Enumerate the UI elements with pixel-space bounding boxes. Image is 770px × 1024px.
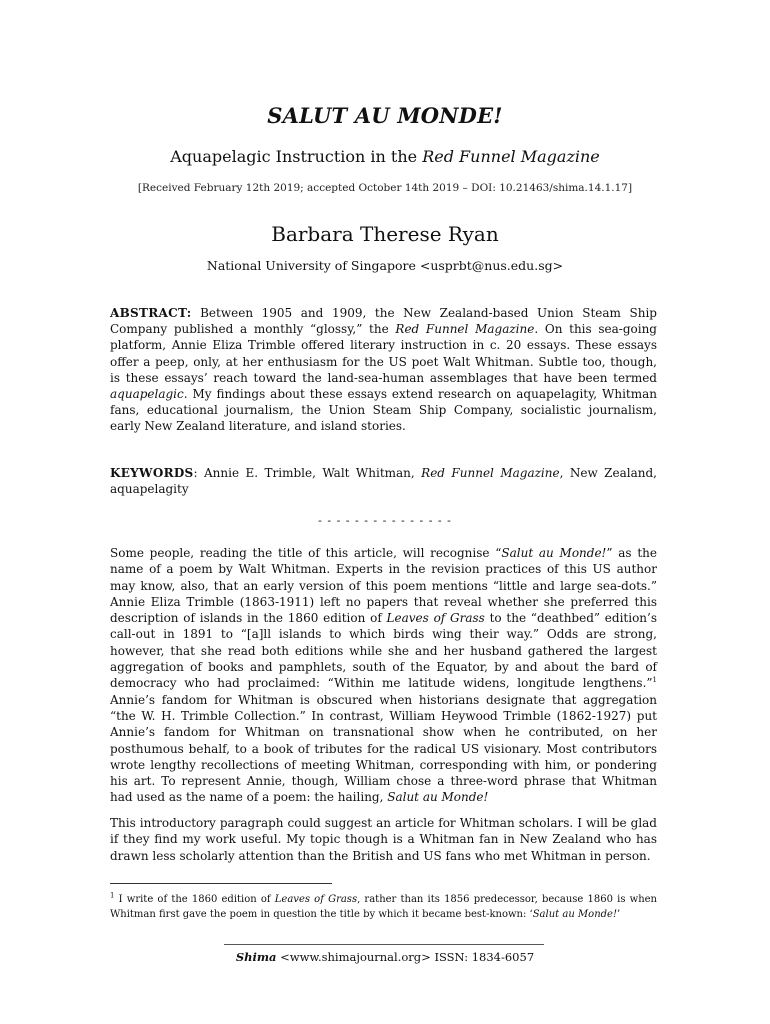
article-subtitle (0, 147, 770, 166)
body1-text-4: Annie’s fandom for Whitman is obscured when historians designate that aggregation “the W. H. Trimble Collection.” In contrast, William Heywood Trimble (1862-1927) put Annie’s fandom for Whitman on transnational show when he contributed, on her posthumous behalf, to a book of tributes for the radical US visionary. Most contributors wrote lengthy recollections of meeting Whitman, corresponding with him, or pondering his art. To represent Annie, though, William chose a three-word phrase that Whitman had used as the name of a poem: the hailing, (110, 692, 657, 805)
author-affiliation: National University of Singapore <usprbt@nus.edu.sg> (206, 258, 564, 273)
body-paragraph-1 (110, 545, 657, 806)
abstract-italic-1: Red Funnel Magazine (395, 322, 535, 337)
body-paragraph-2: This introductory paragraph could suggest an article for Whitman scholars. I will be glad if they find my work useful. My topic though is a Whitman fan in New Zealand who has drawn less scholarly attention than the British and US fans who met Whitman in person. (110, 816, 657, 863)
footnote-divider (110, 883, 332, 884)
footnote (110, 892, 657, 922)
section-separator: - - - - - - - - - - - - - - - (318, 514, 452, 527)
abstract-label: ABSTRACT: (110, 306, 192, 320)
body1-italic-2: Leaves of Grass (386, 611, 485, 626)
article-title: SALUT AU MONDE! (267, 103, 503, 128)
body1-text-2: ” as the name of a poem by Walt Whitman. Experts in the revision practices of this US author may know, also, that an early version of this poem mentions “little and large sea-dots.” Annie Eliza Trimble (1863-1911) left no papers that reveal whether she preferred this description of islands in the 1860 edition of (110, 546, 658, 626)
abstract-text-3: . My findings about these essays extend research on aquapelagity, Whitman fans, educational journalism, the Union Steam Ship Company, socialistic journalism, early New Zealand literature, and island stories. (110, 387, 657, 434)
abstract-text-2: . On this sea-going platform, Annie Eliza Trimble offered literary instruction in c. 20 essays. These essays offer a peep, only, at her enthusiasm for the US poet Walt Whitman. Subtle too, though, is these essays’ reach toward the land-sea-human assemblages that have been termed (110, 322, 657, 385)
footnote-italic-1: Leaves of Grass (274, 894, 358, 905)
keywords-label: KEYWORDS (110, 466, 194, 480)
footer-divider (224, 944, 544, 945)
footnote-text-2: , rather than its 1856 predecessor, because 1860 is when Whitman first gave the poem in question the title by which it became best-known: ‘ (110, 894, 658, 920)
keywords-text-2: , New Zealand, aquapelagity (110, 466, 657, 497)
subtitle-text: Aquapelagic Instruction in the (170, 147, 423, 166)
body1-text-1: Some people, reading the title of this article, will recognise “ (110, 546, 502, 560)
received-line: [Received February 12th 2019; accepted October 14th 2019 – DOI: 10.21463/shima.14.1.17] (137, 182, 633, 194)
footnote-italic-2: Salut au Monde! (532, 909, 617, 920)
keywords-italic: Red Funnel Magazine (421, 466, 560, 480)
author-name: Barbara Therese Ryan (271, 222, 499, 246)
keywords (110, 465, 657, 497)
journal-name: Shima (235, 950, 277, 964)
footer-text: <www.shimajournal.org> ISSN: 1834-6057 (276, 950, 535, 964)
body1-text-3: to the “deathbed” edition’s call-out in 1891 to “[a]ll islands to which birds wing their way.” Odds are strong, however, that she read both editions while she and her husband gathered the largest aggregation of books and pamphlets, south of the Equator, by and about the bard of democracy who had proclaimed: “Within me latitude widens, longitude lengthens.” (110, 611, 658, 691)
abstract (110, 305, 657, 435)
footnote-text-1: I write of the 1860 edition of (114, 894, 275, 905)
abstract-text-1: Between 1905 and 1909, the New Zealand-based Union Steam Ship Company published a monthly “glossy,” the (110, 306, 657, 337)
footnote-number: 1 (110, 891, 115, 900)
subtitle-italic: Red Funnel Magazine (422, 147, 600, 166)
body1-italic-3: Salut au Monde! (387, 790, 489, 805)
footnote-text-3: ’ (616, 909, 621, 920)
abstract-italic-2: aquapelagic (110, 387, 184, 402)
footnote-ref[interactable]: 1 (652, 676, 657, 685)
body1-italic-1: Salut au Monde! (501, 546, 607, 560)
keywords-text-1: : Annie E. Trimble, Walt Whitman, (193, 466, 422, 480)
page-footer (0, 950, 770, 964)
